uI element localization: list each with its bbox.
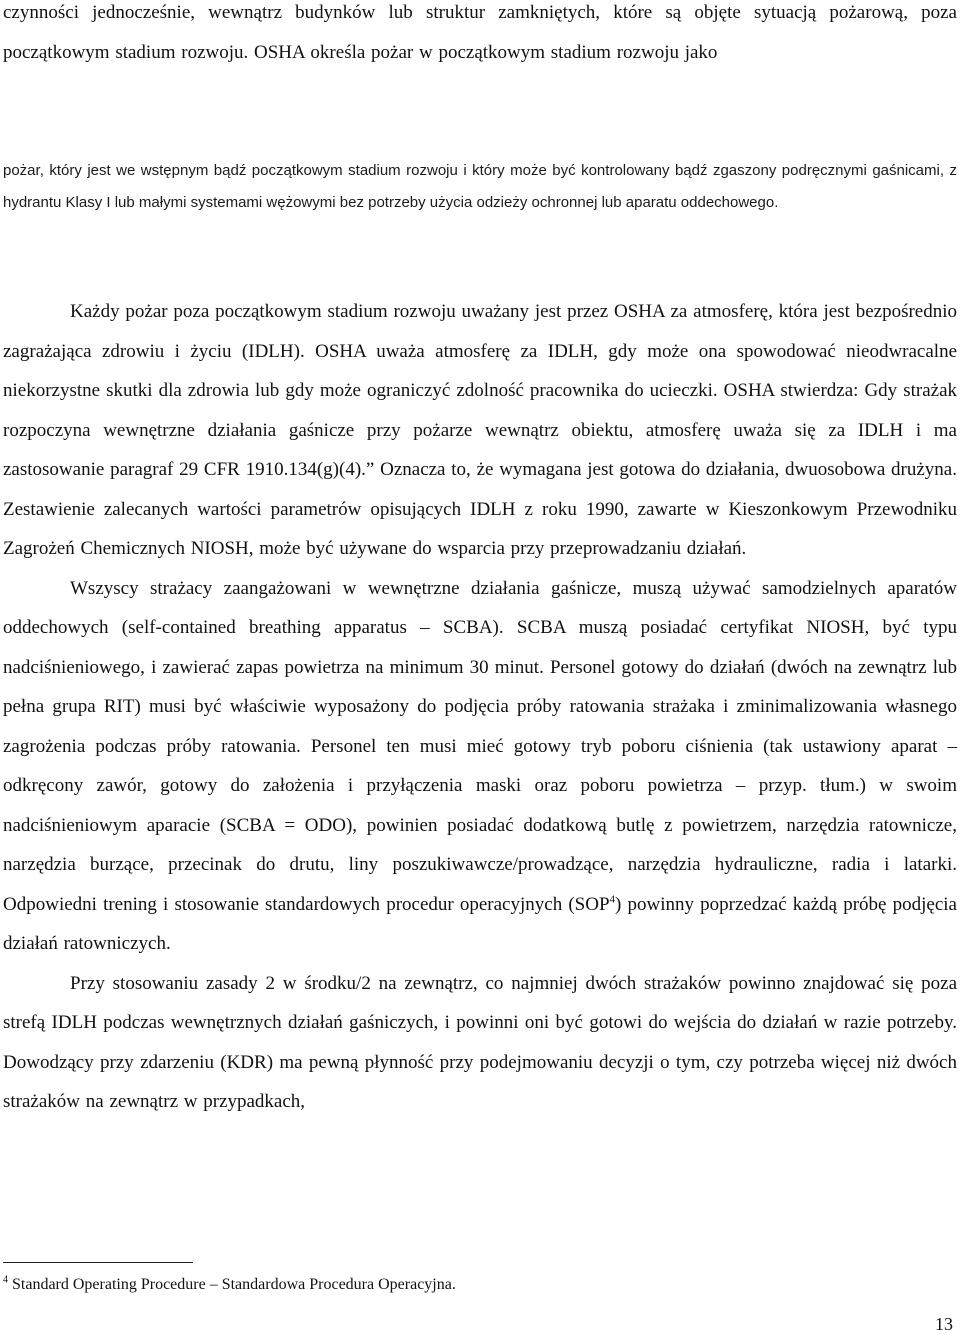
two-in-two-out-paragraph: Przy stosowaniu zasady 2 w środku/2 na zewnątrz, co najmniej dwóch strażaków powinno znajdować się poza strefą IDLH podczas wewnętrznych działań gaśniczych, i powinni oni być gotowi do wejścia do działań w razie potrzeby. Dowodzący przy zdarzeniu (KDR) ma pewną płynność przy podejmowaniu decyzji o tym, czy potrzeba więcej niż dwóch strażaków na zewnątrz w przypadkach, xyxy=(3,972,957,1112)
footnote-marker: 4 xyxy=(3,1274,8,1286)
intro-paragraph: czynności jednocześnie, wewnątrz budynków lub struktur zamkniętych, które są objęte sytuacją pożarową, poza początkowym stadium rozwoju. OSHA określa pożar w początkowym stadium rozwoju jako xyxy=(3,2,957,63)
definition-quote: pożar, który jest we wstępnym bądź początkowym stadium rozwoju i który może być kontrolowany bądź zgaszony podręcznymi gaśnicami, z hydrantu Klasy I lub małymi systemami wężowymi bez potrzeby użycia odzieży ochronnej lub aparatu oddechowego. xyxy=(3,162,957,211)
footnote-divider xyxy=(3,1262,193,1263)
scba-paragraph xyxy=(3,569,957,964)
scba-paragraph-text: Wszyscy strażacy zaangażowani w wewnętrzne działania gaśnicze, muszą używać samodzielnych aparatów oddechowych (self-contained breathing apparatus – SCBA). SCBA muszą posiadać certyfikat NIOSH, być typu nadciśnieniowego, i zawierać zapas powietrza na minimum 30 minut. Personel gotowy do działań (dwóch na zewnątrz lub pełna grupa RIT) musi być właściwie wyposażony do podjęcia próby ratowania strażaka i zminimalizowania własnego zagrożenia podczas próby ratowania. Personel ten musi mieć gotowy tryb poboru ciśnienia (tak ustawiony aparat – odkręcony zawór, gotowy do założenia i przyłączenia maski oraz poboru powietrza – przyp. tłum.) w swoim nadciśnieniowym aparacie (SCBA = ODO), powinien posiadać dodatkową butlę z powietrzem, narzędzia ratownicze, narzędzia burzące, przecinak do drutu, liny poszukiwawcze/prowadzące, narzędzia hydrauliczne, radia i latarki. Odpowiedni trening i stosowanie standardowych procedur operacyjnych (SOP xyxy=(3,577,957,915)
main-text xyxy=(3,292,957,1122)
footnote-text: Standard Operating Procedure – Standardowa Procedura Operacyjna. xyxy=(12,1276,456,1293)
footnote-reference: 4 xyxy=(609,893,616,906)
idlh-paragraph: Każdy pożar poza początkowym stadium rozwoju uważany jest przez OSHA za atmosferę, która jest bezpośrednio zagrażająca zdrowiu i życiu (IDLH). OSHA uważa atmosferę za IDLH, gdy może ona spowodować nieodwracalne niekorzystne skutki dla zdrowia lub gdy może ograniczyć zdolność pracownika do ucieczki. OSHA stwierdza: Gdy strażak rozpoczyna wewnętrzne działania gaśnicze przy pożarze wewnątrz obiektu, atmosferę uważa się za IDLH i ma zastosowanie paragraf 29 CFR 1910.134(g)(4).” Oznacza to, że wymagana jest gotowa do działania, dwuosobowa drużyna. Zestawienie zalecanych wartości parametrów opisujących IDLH z roku 1990, zawarte w Kieszonkowym Przewodniku Zagrożeń Chemicznych NIOSH, może być używane do wsparcia przy przeprowadzaniu działań. xyxy=(3,301,957,559)
scba-paragraph-end: ) powinny poprzedzać każdą próbę podjęcia działań ratowniczych. xyxy=(3,893,957,954)
footnote xyxy=(3,1275,957,1295)
page-number: 13 xyxy=(935,1314,953,1334)
document-page xyxy=(3,0,957,1335)
